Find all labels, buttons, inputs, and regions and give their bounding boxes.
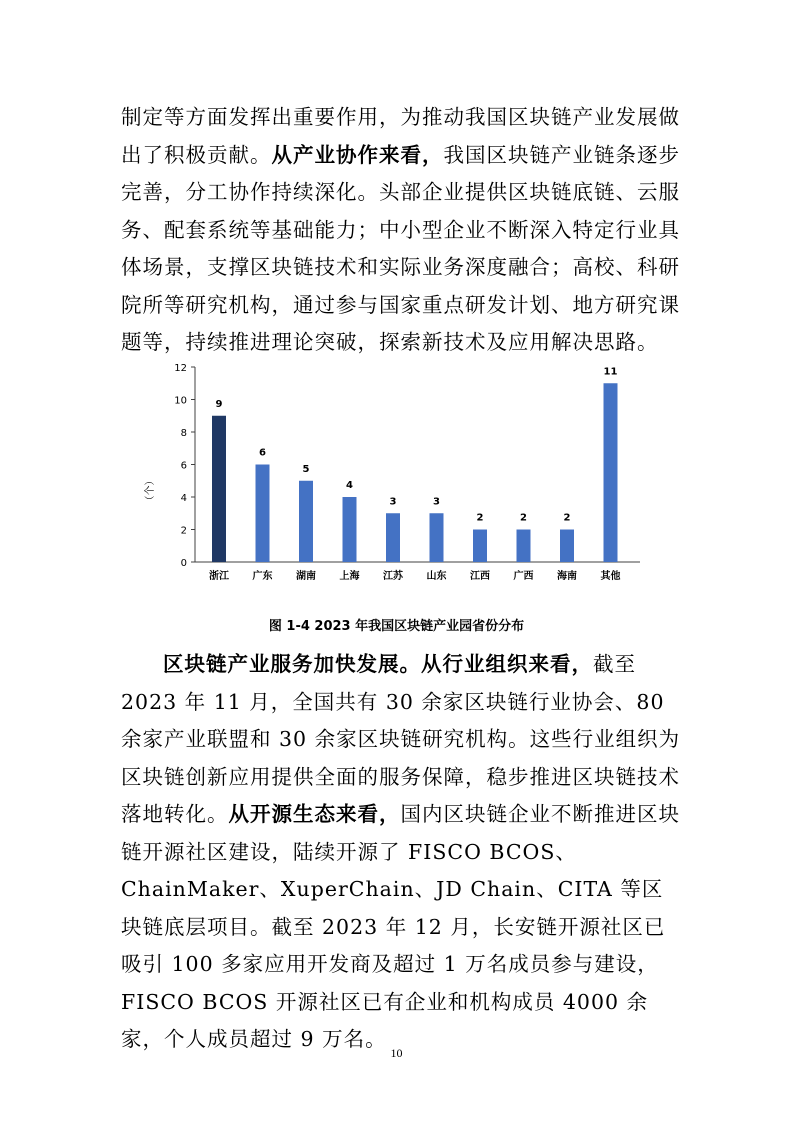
x-tick-label: 上海	[339, 571, 360, 582]
data-label: 6	[259, 447, 266, 459]
bar-上海	[343, 497, 357, 562]
bar-江苏	[386, 513, 400, 562]
x-tick-label: 其他	[600, 571, 621, 582]
bar-江西	[473, 530, 487, 563]
y-tick-label: 2	[180, 525, 187, 537]
x-tick-label: 广东	[252, 571, 273, 582]
paragraph-text: 国内区块链企业不断推进区块链开源社区建设，陆续开源了 FISCO BCOS、ChainMaker、XuperChain、JD Chain、CITA 等区块链底层项目。截至 2023 年 12 月，长安链开源社区已吸引 100 多家应用开发商及超过 1 万名成员参与建设，FISCO BCOS 开源社区已有企业和机构成员 4000 余家，个人成员超过 9 万名。	[121, 802, 680, 1051]
paragraph-text: 我国区块链产业链条逐步完善，分工协作持续深化。头部企业提供区块链底链、云服务、配套系统等基础能力；中小型企业不断深入特定行业具体场景，支撑区块链技术和实际业务深度融合；高校、科研院所等研究机构，通过参与国家重点研发计划、地方研究课题等，持续推进理论突破，探索新技术及应用解决思路。	[121, 142, 680, 354]
x-tick-label: 广西	[513, 571, 534, 582]
x-tick-label: 湖南	[296, 571, 316, 582]
bar-湖南	[299, 481, 313, 562]
x-tick-label: 海南	[557, 571, 577, 582]
province-distribution-bar-chart	[140, 356, 660, 588]
bar-广西	[517, 530, 531, 563]
bold-heading-services: 区块链产业服务加快发展。	[163, 652, 421, 676]
bar-其他	[604, 383, 618, 562]
data-label: 3	[433, 496, 440, 508]
figure-caption: 图 1-4 2023 年我国区块链产业园省份分布	[268, 619, 525, 634]
page-number: 10	[390, 1046, 403, 1060]
bold-heading-collaboration: 从产业协作来看，	[271, 142, 444, 167]
data-label: 2	[520, 512, 527, 524]
data-label: 4	[346, 480, 353, 491]
paragraph-industry-services	[121, 646, 681, 1059]
data-label: 2	[476, 512, 484, 524]
bar-浙江	[212, 416, 226, 562]
y-tick-label: 6	[180, 460, 187, 472]
paragraph-industry-collaboration	[121, 99, 681, 362]
x-tick-label: 山东	[426, 571, 447, 582]
data-label: 5	[302, 463, 310, 475]
bar-广东	[256, 465, 270, 563]
data-label: 9	[215, 398, 223, 410]
y-tick-label: 12	[174, 363, 187, 374]
y-tick-label: 8	[180, 428, 187, 439]
y-tick-label: 10	[174, 395, 187, 407]
x-tick-label: 江西	[470, 571, 490, 582]
y-axis-label: （个）	[145, 475, 156, 506]
paragraph-text: 制定等方面发挥出重要作用，为推动我国区块链产业发展做出了积极贡献。	[121, 105, 680, 167]
y-tick-label: 4	[180, 493, 187, 504]
bold-heading-industry-organizations: 从行业组织来看，	[421, 652, 593, 676]
data-label: 2	[563, 512, 571, 524]
data-label: 3	[389, 496, 397, 508]
x-tick-label: 浙江	[209, 571, 229, 582]
x-tick-label: 江苏	[383, 571, 403, 582]
paragraph-text: 截至 2023 年 11 月，全国共有 30 余家区块链行业协会、80 余家产业联盟和 30 余家区块链研究机构。这些行业组织为区块链创新应用提供全面的服务保障，稳步推进区块链技术落地转化。	[121, 652, 681, 826]
bar-海南	[560, 530, 574, 563]
data-label: 11	[603, 366, 618, 378]
y-tick-label: 0	[180, 558, 187, 569]
bar-山东	[430, 513, 444, 562]
bold-heading-open-source: 从开源生态来看，	[228, 802, 401, 826]
